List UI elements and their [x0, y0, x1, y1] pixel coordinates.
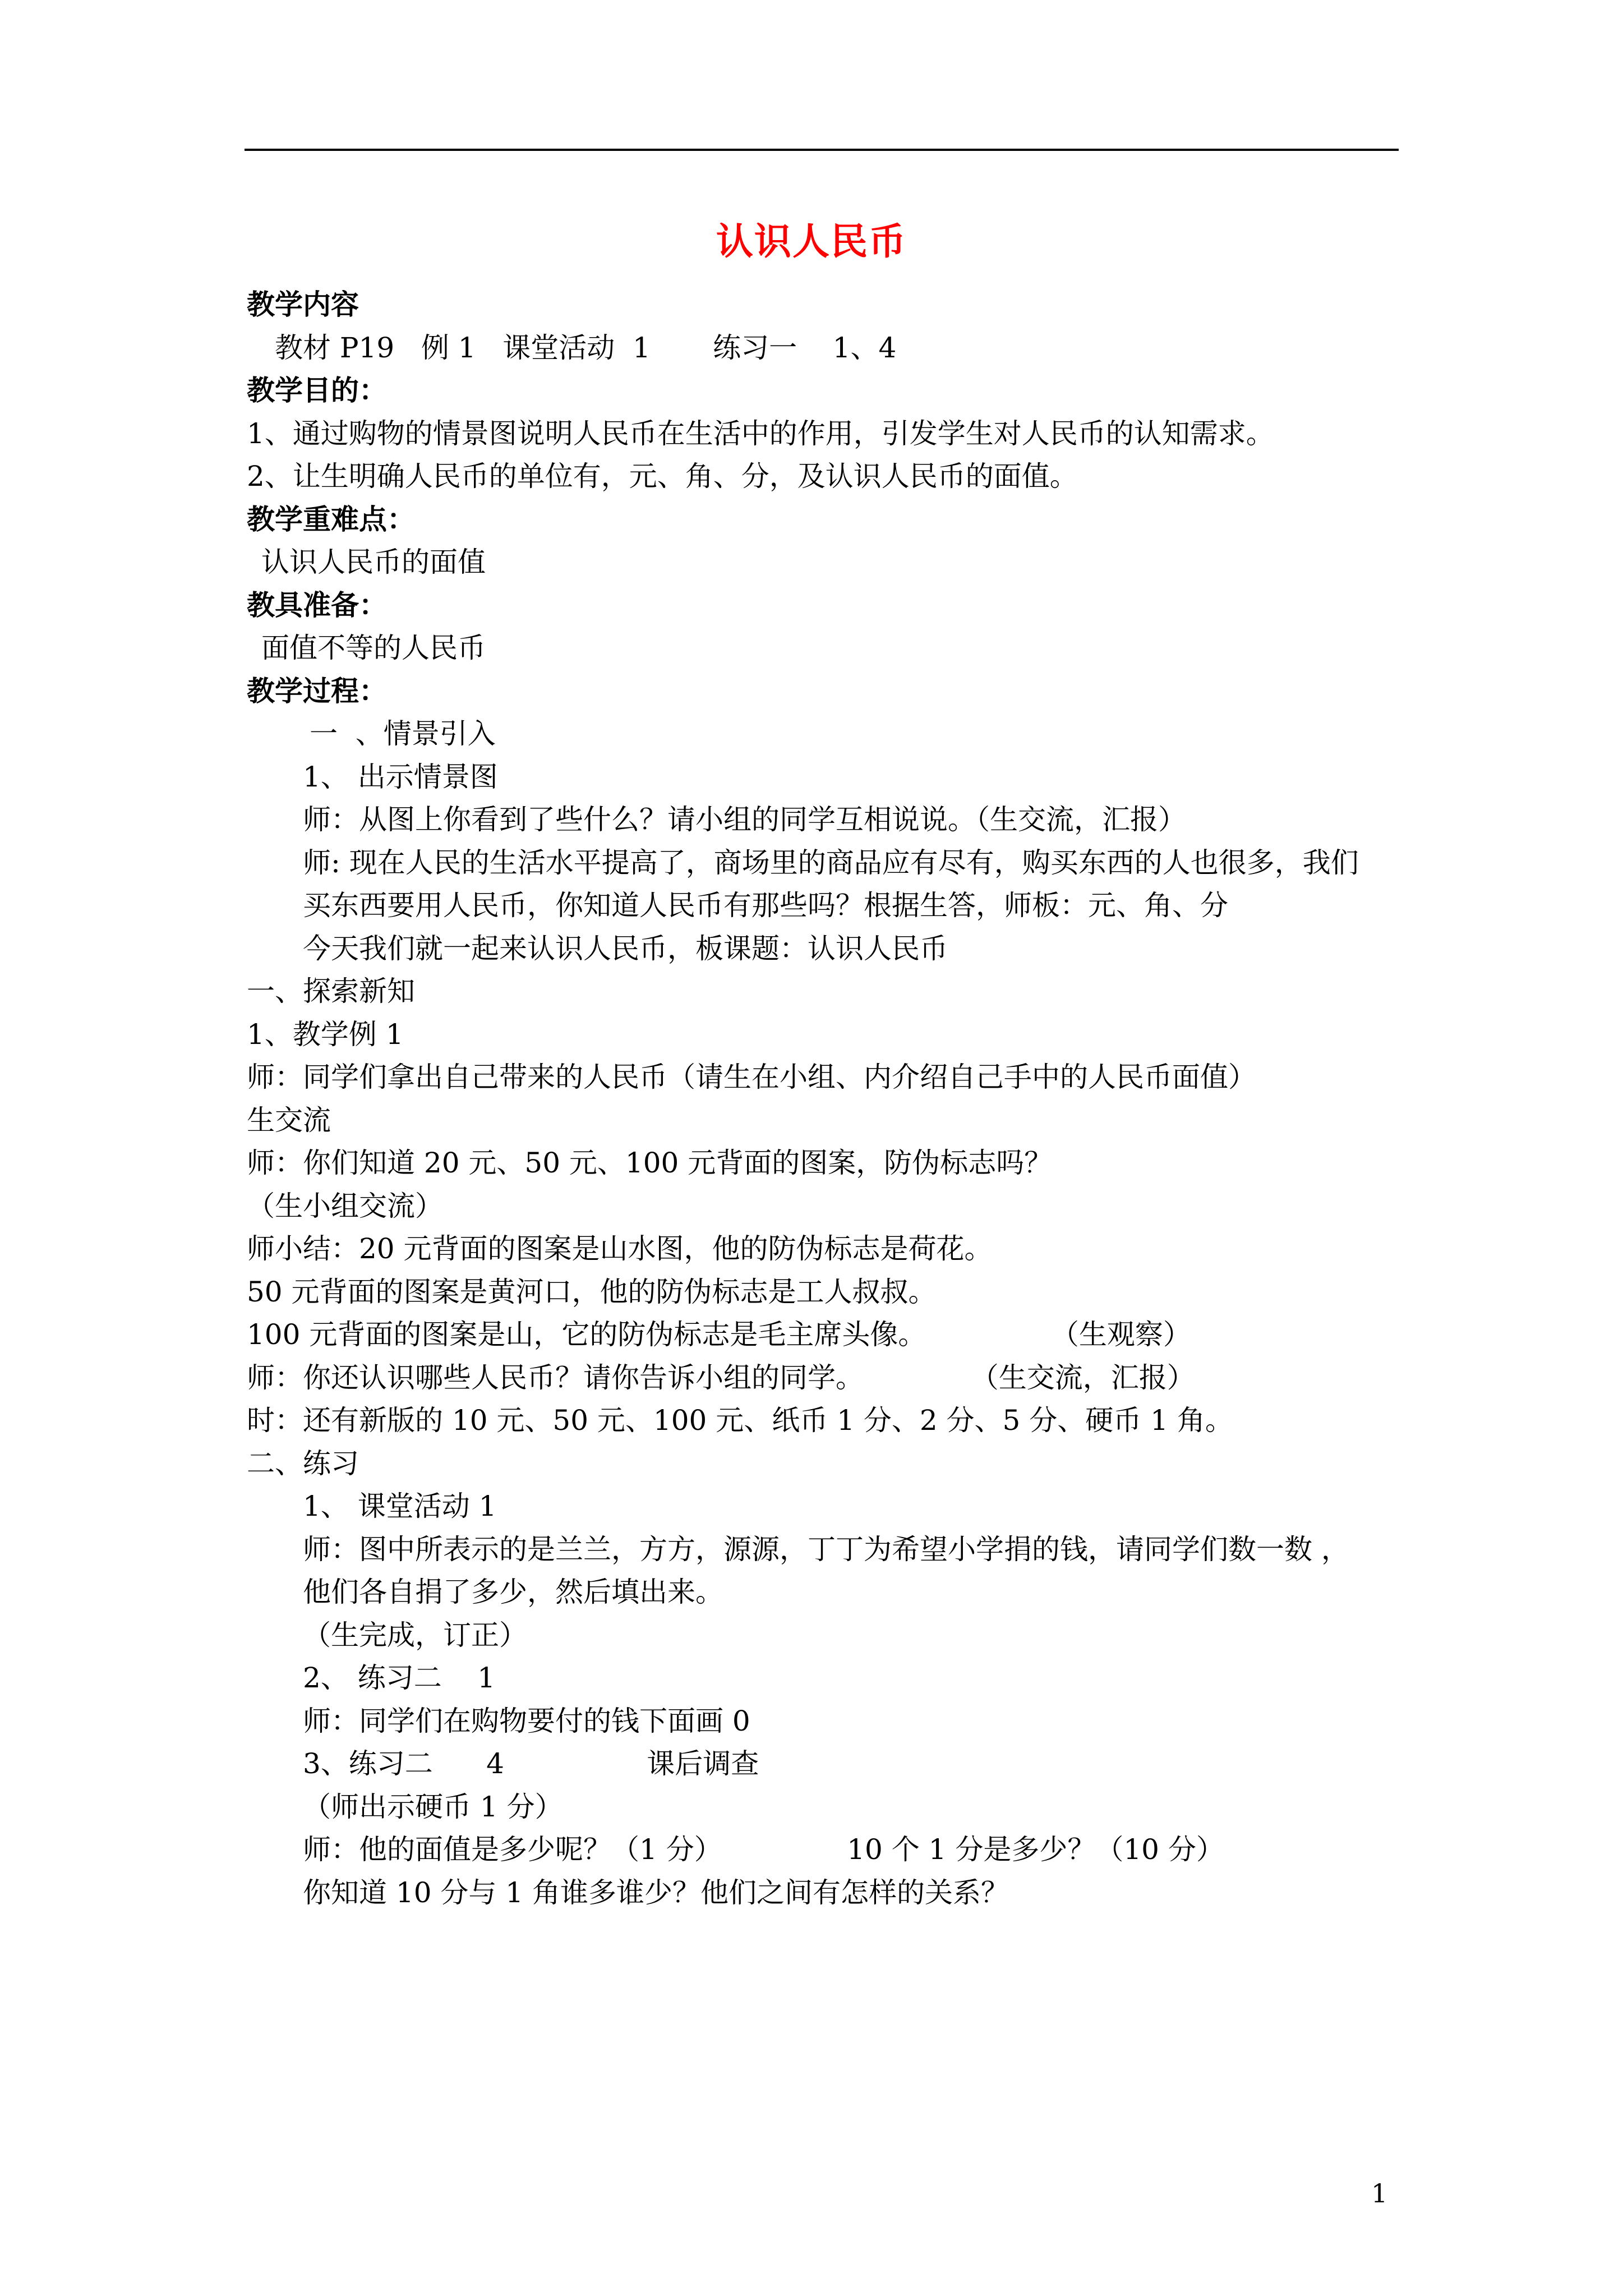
practice-line: 他们各自捐了多少，然后填出来。: [303, 1576, 723, 1608]
practice-line: （师出示硬币 1 分）: [303, 1790, 563, 1823]
practice-line: 你知道 10 分与 1 角谁多谁少？他们之间有怎样的关系？: [303, 1876, 1009, 1909]
practice-line: 3、练习二 4 课后调查: [303, 1747, 759, 1780]
section-heading-key-points: 教学重难点：: [247, 502, 415, 536]
practice-line: 2、 练习二 1: [303, 1662, 496, 1694]
process-line: 师：从图上你看到了些什么？请小组的同学互相说说。（生交流，汇报）: [303, 803, 1186, 836]
document-body: [247, 283, 1396, 1914]
key-point-line: 认识人民币的面值: [261, 546, 486, 578]
section-heading-process: 教学过程：: [247, 674, 387, 707]
process-line: 师小结：20 元背面的图案是山水图，他的防伪标志是荷花。: [247, 1232, 993, 1265]
process-line: 时：还有新版的 10 元、50 元、100 元、纸币 1 分、2 分、5 分、硬币 1 角。: [247, 1404, 1233, 1437]
process-line: 100 元背面的图案是山，它的防伪标志是毛主席头像。 （生观察）: [247, 1318, 1191, 1351]
process-line: 师: 现在人民的生活水平提高了，商场里的商品应有尽有，购买东西的人也很多，我们: [303, 846, 1359, 879]
practice-line: （生完成，订正）: [303, 1618, 527, 1651]
process-line: 师：同学们拿出自己带来的人民币（请生在小组、内介绍自己手中的人民币面值）: [247, 1061, 1256, 1093]
process-line: 师：你们知道 20 元、50 元、100 元背面的图案，防伪标志吗？: [247, 1147, 1053, 1179]
process-line: 师：你还认识哪些人民币？请你告诉小组的同学。 （生交流，汇报）: [247, 1361, 1195, 1394]
process-line: 一 、情景引入: [310, 717, 496, 750]
process-line: 买东西要用人民币，你知道人民币有那些吗？根据生答，师板：元、角、分: [303, 889, 1228, 922]
process-line: 50 元背面的图案是黄河口，他的防伪标志是工人叔叔。: [247, 1275, 937, 1308]
process-line: 今天我们就一起来认识人民币，板课题：认识人民币: [303, 932, 948, 965]
process-line: 1、 出示情景图: [303, 760, 498, 793]
section-heading-materials: 教具准备：: [247, 588, 387, 622]
materials-line: 面值不等的人民币: [261, 632, 486, 664]
process-line: 生交流: [247, 1103, 331, 1137]
section-heading-objectives: 教学目的：: [247, 374, 387, 407]
process-line: 二、练习: [247, 1447, 359, 1480]
document-title: 认识人民币: [716, 219, 907, 263]
process-line: 一、探索新知: [247, 975, 415, 1007]
practice-line: 师：他的面值是多少呢？（1 分） 10 个 1 分是多少？（10 分）: [303, 1833, 1224, 1866]
section-heading-content: 教学内容: [247, 288, 359, 321]
practice-line: 师：同学们在购物要付的钱下面画 0: [303, 1704, 750, 1737]
page-number: 1: [1371, 2178, 1388, 2208]
practice-line: 1、 课堂活动 1: [303, 1490, 497, 1522]
objective-item: 1、通过购物的情景图说明人民币在生活中的作用，引发学生对人民币的认知需求。: [247, 417, 1274, 450]
process-line: 1、教学例 1: [247, 1018, 404, 1051]
content-line: 教材 P19 例 1 课堂活动 1 练习一 1、4: [275, 331, 897, 364]
header-rule: [245, 149, 1399, 151]
practice-line: 师：图中所表示的是兰兰，方方，源源，丁丁为希望小学捐的钱，请同学们数一数 ，: [303, 1533, 1349, 1566]
process-line: （生小组交流）: [247, 1189, 443, 1222]
objective-item: 2、让生明确人民币的单位有，元、角、分，及认识人民币的面值。: [247, 460, 1078, 493]
